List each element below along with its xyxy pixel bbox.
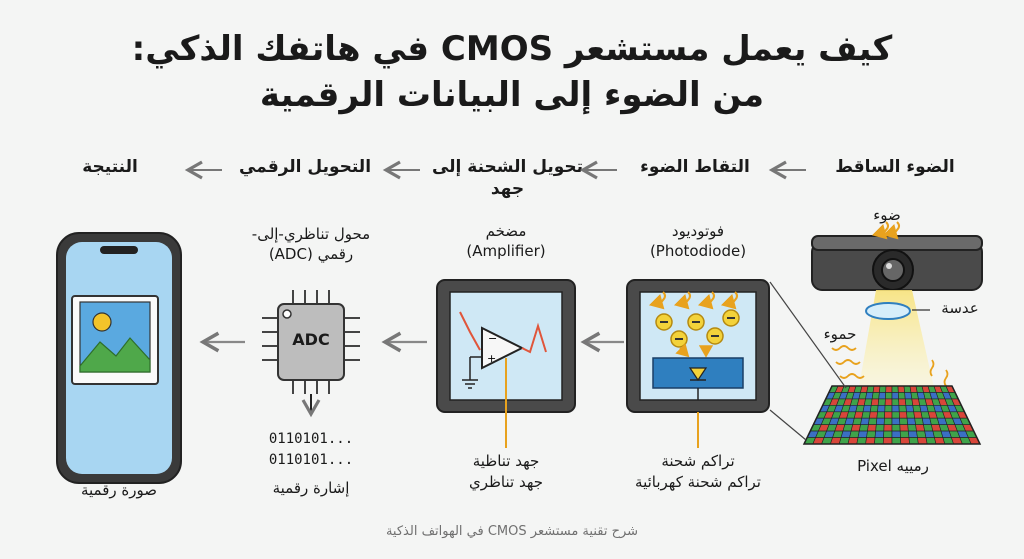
sensor-cell <box>899 405 907 411</box>
sensor-cell <box>906 405 914 411</box>
binary-line-2: 0110101... <box>268 452 354 468</box>
sensor-cell <box>850 431 860 437</box>
sensor-cell <box>878 399 885 405</box>
sensor-cell <box>892 399 899 405</box>
label-digital-signal: إشارة رقمية <box>272 479 350 497</box>
stage-incident-light: الضوء الساقط <box>835 157 955 177</box>
sensor-cell <box>907 418 915 424</box>
sensor-cell <box>874 438 883 444</box>
sensor-cell <box>905 399 913 405</box>
sensor-cell <box>848 438 858 444</box>
sensor-cell <box>917 438 927 444</box>
sensor-cell <box>857 438 867 444</box>
sensor-cell <box>892 418 900 424</box>
adc-chip <box>262 290 360 414</box>
sensor-cell <box>892 438 901 444</box>
sensor-cell <box>906 412 914 418</box>
sensor-cell <box>861 418 870 424</box>
label-charge-1: تراكم شحنة <box>661 452 735 470</box>
label-analog-1: جهد تناظية <box>472 452 540 470</box>
sensor-cell <box>870 405 878 411</box>
sensor-cell <box>898 392 905 398</box>
label-digital-image: صورة رقمية <box>80 481 157 499</box>
sensor-cell <box>876 425 884 431</box>
caption: شرح تقنية مستشعر CMOS في الهواتف الذكية <box>385 524 639 539</box>
adc-chip-label: ADC <box>292 330 330 349</box>
sensor-cell <box>876 418 884 424</box>
sensor-cell <box>884 412 892 418</box>
sensor-cell <box>885 399 892 405</box>
sensor-cell <box>900 431 909 437</box>
sensor-cell <box>899 399 906 405</box>
title-line-1: كيف يعمل مستشعر CMOS في هاتفك الذكي: <box>131 29 893 69</box>
label-pixel: رمييه Pixel <box>857 457 929 475</box>
sensor-cell <box>909 438 918 444</box>
label-photodiode-en: (Photodiode) <box>649 242 747 260</box>
sensor-cell <box>873 386 880 392</box>
label-photodiode-ar: فوتوديود <box>671 222 725 240</box>
bayer-sensor <box>804 386 980 444</box>
sensor-cell <box>867 431 876 437</box>
smartphone <box>57 233 181 483</box>
sensor-cell <box>885 392 892 398</box>
sensor-cell <box>879 386 886 392</box>
label-amplifier-en: (Amplifier) <box>466 242 546 260</box>
sensor-cell <box>868 418 876 424</box>
pixel-photodiode-frame <box>627 280 769 448</box>
sensor-cell <box>886 386 892 392</box>
sensor-cell <box>892 425 900 431</box>
sensor-cell <box>892 405 899 411</box>
sensor-cell <box>879 392 886 398</box>
amplifier-frame <box>437 280 575 448</box>
sensor-cell <box>908 431 917 437</box>
label-adc-2: رقمي (ADC) <box>268 245 354 263</box>
sensor-cell <box>864 399 872 405</box>
sensor-cell <box>892 386 898 392</box>
label-lens: عدسة <box>941 299 979 317</box>
sensor-cell <box>862 412 870 418</box>
sensor-cell <box>871 399 879 405</box>
sensor-cell <box>866 392 874 398</box>
sensor-cell <box>900 418 908 424</box>
sensor-cell <box>863 405 871 411</box>
label-adc-1: محول تناظري-إلى- <box>251 225 371 243</box>
sensor-cell <box>899 412 907 418</box>
stage-result: النتيجة <box>82 157 138 177</box>
label-analog-2: جهد تناظري <box>468 473 544 491</box>
sensor-cell <box>853 418 862 424</box>
sensor-cell <box>858 431 867 437</box>
stage-charge-to-voltage: تحويل الشحنة إلى جهد <box>431 157 584 199</box>
sensor-cell <box>877 412 885 418</box>
sensor-cell <box>869 412 877 418</box>
sensor-cell <box>885 405 892 411</box>
label-amplifier-ar: مضخم <box>485 222 527 240</box>
sensor-cell <box>859 425 868 431</box>
sensor-cell <box>900 425 908 431</box>
sensor-cell <box>851 425 860 431</box>
lens <box>866 303 910 319</box>
sensor-cell <box>884 418 892 424</box>
sensor-cell <box>866 438 875 444</box>
sensor-cell <box>872 392 879 398</box>
label-light: ضوء <box>873 206 901 224</box>
sensor-cell <box>884 431 892 437</box>
sensor-cell <box>883 438 892 444</box>
camera-module <box>812 236 982 290</box>
sensor-cell <box>917 431 926 437</box>
sensor-cell <box>900 438 909 444</box>
sensor-cell <box>884 425 892 431</box>
label-red: حموء <box>823 325 857 343</box>
title-line-2: من الضوء إلى البيانات الرقمية <box>259 75 765 115</box>
sensor-cell <box>875 431 884 437</box>
sensor-cell <box>878 405 886 411</box>
sensor-cell <box>892 392 899 398</box>
svg-text:−: − <box>488 332 498 345</box>
stage-capture: التقاط الضوء <box>640 157 750 177</box>
sensor-cell <box>916 425 925 431</box>
sensor-cell <box>867 425 876 431</box>
sensor-cell <box>892 412 900 418</box>
svg-text:+: + <box>487 352 497 365</box>
sensor-cell <box>908 425 917 431</box>
label-charge-2: تراكم شحنة كهربائية <box>635 473 761 491</box>
stage-digital-conversion: التحويل الرقمي <box>238 157 372 177</box>
sensor-cell <box>892 431 900 437</box>
sensor-cell <box>898 386 905 392</box>
binary-line-1: 0110101... <box>268 431 354 447</box>
